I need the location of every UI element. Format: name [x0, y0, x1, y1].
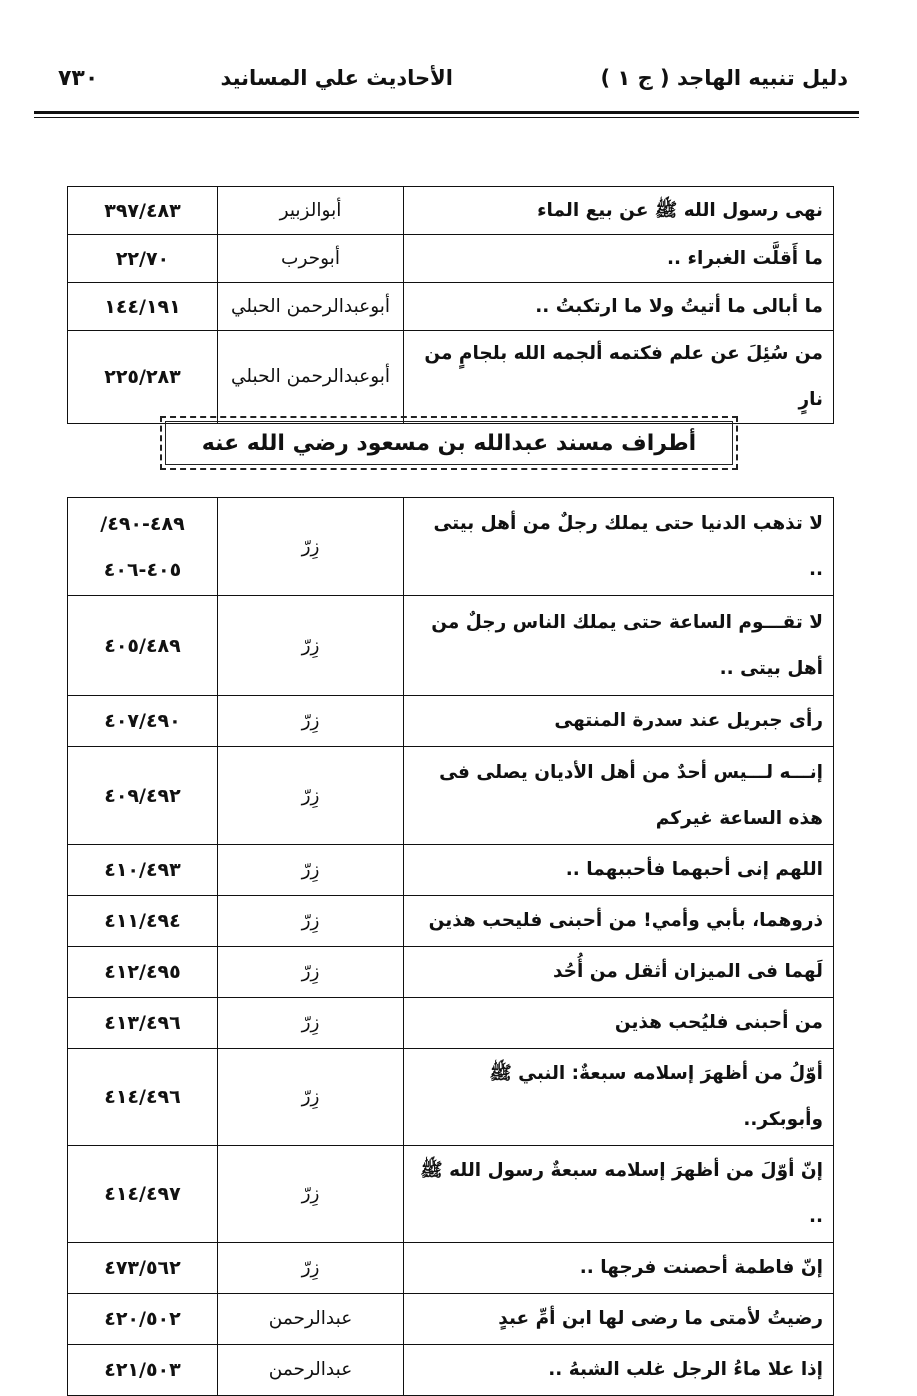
reference: ٤٢٠/٥٠٢ [68, 1294, 218, 1345]
reference: ٤١٣/٤٩٦ [68, 998, 218, 1049]
reference: ٤١٤/٤٩٦ [68, 1049, 218, 1146]
section-heading: أطراف مسند عبدالله بن مسعود رضي الله عنه [201, 430, 697, 456]
hadith-text: لا تقـــوم الساعة حتى يملك الناس رجلٌ من أهل بيتى .. [404, 596, 834, 696]
page-header [36, 58, 858, 102]
hadith-text: اللهم إنى أحبهما فأحببهما .. [404, 845, 834, 896]
narrator: زِرّ [218, 498, 404, 596]
reference: ٤١٠/٤٩٣ [68, 845, 218, 896]
table-row [68, 283, 834, 331]
narrator: عبدالرحمن [218, 1345, 404, 1396]
table-row [68, 1049, 834, 1146]
narrator: زِرّ [218, 1146, 404, 1243]
header-rule-thick [34, 111, 859, 114]
table-row [68, 1345, 834, 1396]
narrator: زِرّ [218, 845, 404, 896]
hadith-text: ما أبالى ما أتيتُ ولا ما ارتكبتُ .. [404, 283, 834, 331]
hadith-text: إنّ فاطمة أحصنت فرجها .. [404, 1243, 834, 1294]
reference: ٤١٢/٤٩٥ [68, 947, 218, 998]
narrator: أبوحرب [218, 235, 404, 283]
table-row [68, 331, 834, 424]
book-title: دليل تنبيه الهاجد ( ج ١ ) [600, 66, 848, 90]
hadith-text: ذروهما، بأبي وأمي! من أحبنى فليحب هذين [404, 896, 834, 947]
reference: ٤٧٣/٥٦٢ [68, 1243, 218, 1294]
narrator: زِرّ [218, 998, 404, 1049]
hadith-text: نهى رسول الله ﷺ عن بيع الماء [404, 187, 834, 235]
narrator: أبوعبدالرحمن الحبلي [218, 331, 404, 424]
section-title: الأحاديث علي المسانيد [220, 66, 453, 90]
narrator: زِرّ [218, 696, 404, 747]
hadith-text: إنّ أوّلَ من أظهرَ إسلامه سبعةٌ رسول الله ﷺ .. [404, 1146, 834, 1243]
hadith-text: أوّلُ من أظهرَ إسلامه سبعةٌ: النبي ﷺ وأبوبكر.. [404, 1049, 834, 1146]
hadith-text: من سُئِلَ عن علم فكتمه ألجمه الله بلجامٍ من نارٍ [404, 331, 834, 424]
hadith-text: رأى جبريل عند سدرة المنتهى [404, 696, 834, 747]
table-row [68, 747, 834, 845]
table-row [68, 947, 834, 998]
table-row [68, 596, 834, 696]
reference: ٤٠٧/٤٩٠ [68, 696, 218, 747]
hadith-text: ما أَقلَّت الغبراء .. [404, 235, 834, 283]
table-row [68, 1243, 834, 1294]
narrator: زِرّ [218, 747, 404, 845]
narrator: زِرّ [218, 596, 404, 696]
table-row [68, 696, 834, 747]
narrator: عبدالرحمن [218, 1294, 404, 1345]
reference: ٤١٤/٤٩٧ [68, 1146, 218, 1243]
table-row [68, 845, 834, 896]
hadith-table-1 [67, 186, 834, 424]
table-row [68, 187, 834, 235]
table-row [68, 896, 834, 947]
narrator: زِرّ [218, 1049, 404, 1146]
reference: ٤٠٩/٤٩٢ [68, 747, 218, 845]
hadith-text: رضيتُ لأمتى ما رضى لها ابن أمِّ عبدٍ [404, 1294, 834, 1345]
table-row [68, 498, 834, 596]
reference: ١٤٤/١٩١ [68, 283, 218, 331]
table-row [68, 1146, 834, 1243]
hadith-text: من أحبنى فليُحب هذين [404, 998, 834, 1049]
narrator: أبوالزبير [218, 187, 404, 235]
table-row [68, 235, 834, 283]
header-rule-thin [34, 117, 859, 118]
hadith-table-2 [67, 497, 834, 1396]
narrator: زِرّ [218, 896, 404, 947]
table-row [68, 998, 834, 1049]
page-number: ٧٣٠ [58, 66, 99, 91]
table-row [68, 1294, 834, 1345]
narrator: أبوعبدالرحمن الحبلي [218, 283, 404, 331]
narrator: زِرّ [218, 947, 404, 998]
reference: ٢٢٥/٢٨٣ [68, 331, 218, 424]
reference: ٤٠٥/٤٨٩ [68, 596, 218, 696]
reference: ٤٨٩-٤٩٠/ ٤٠٥-٤٠٦ [68, 498, 218, 596]
hadith-text: لا تذهب الدنيا حتى يملك رجلٌ من أهل بيتى .. [404, 498, 834, 596]
section-heading-box [160, 416, 738, 470]
hadith-text: إذا علا ماءُ الرجل غلب الشبهُ .. [404, 1345, 834, 1396]
reference: ٢٢/٧٠ [68, 235, 218, 283]
hadith-text: إنـــه لـــيس أحدٌ من أهل الأديان يصلى فى هذه الساعة غيركم [404, 747, 834, 845]
reference: ٣٩٧/٤٨٣ [68, 187, 218, 235]
hadith-text: لَهما فى الميزان أثقل من أُحُد [404, 947, 834, 998]
reference: ٤١١/٤٩٤ [68, 896, 218, 947]
narrator: زِرّ [218, 1243, 404, 1294]
reference: ٤٢١/٥٠٣ [68, 1345, 218, 1396]
